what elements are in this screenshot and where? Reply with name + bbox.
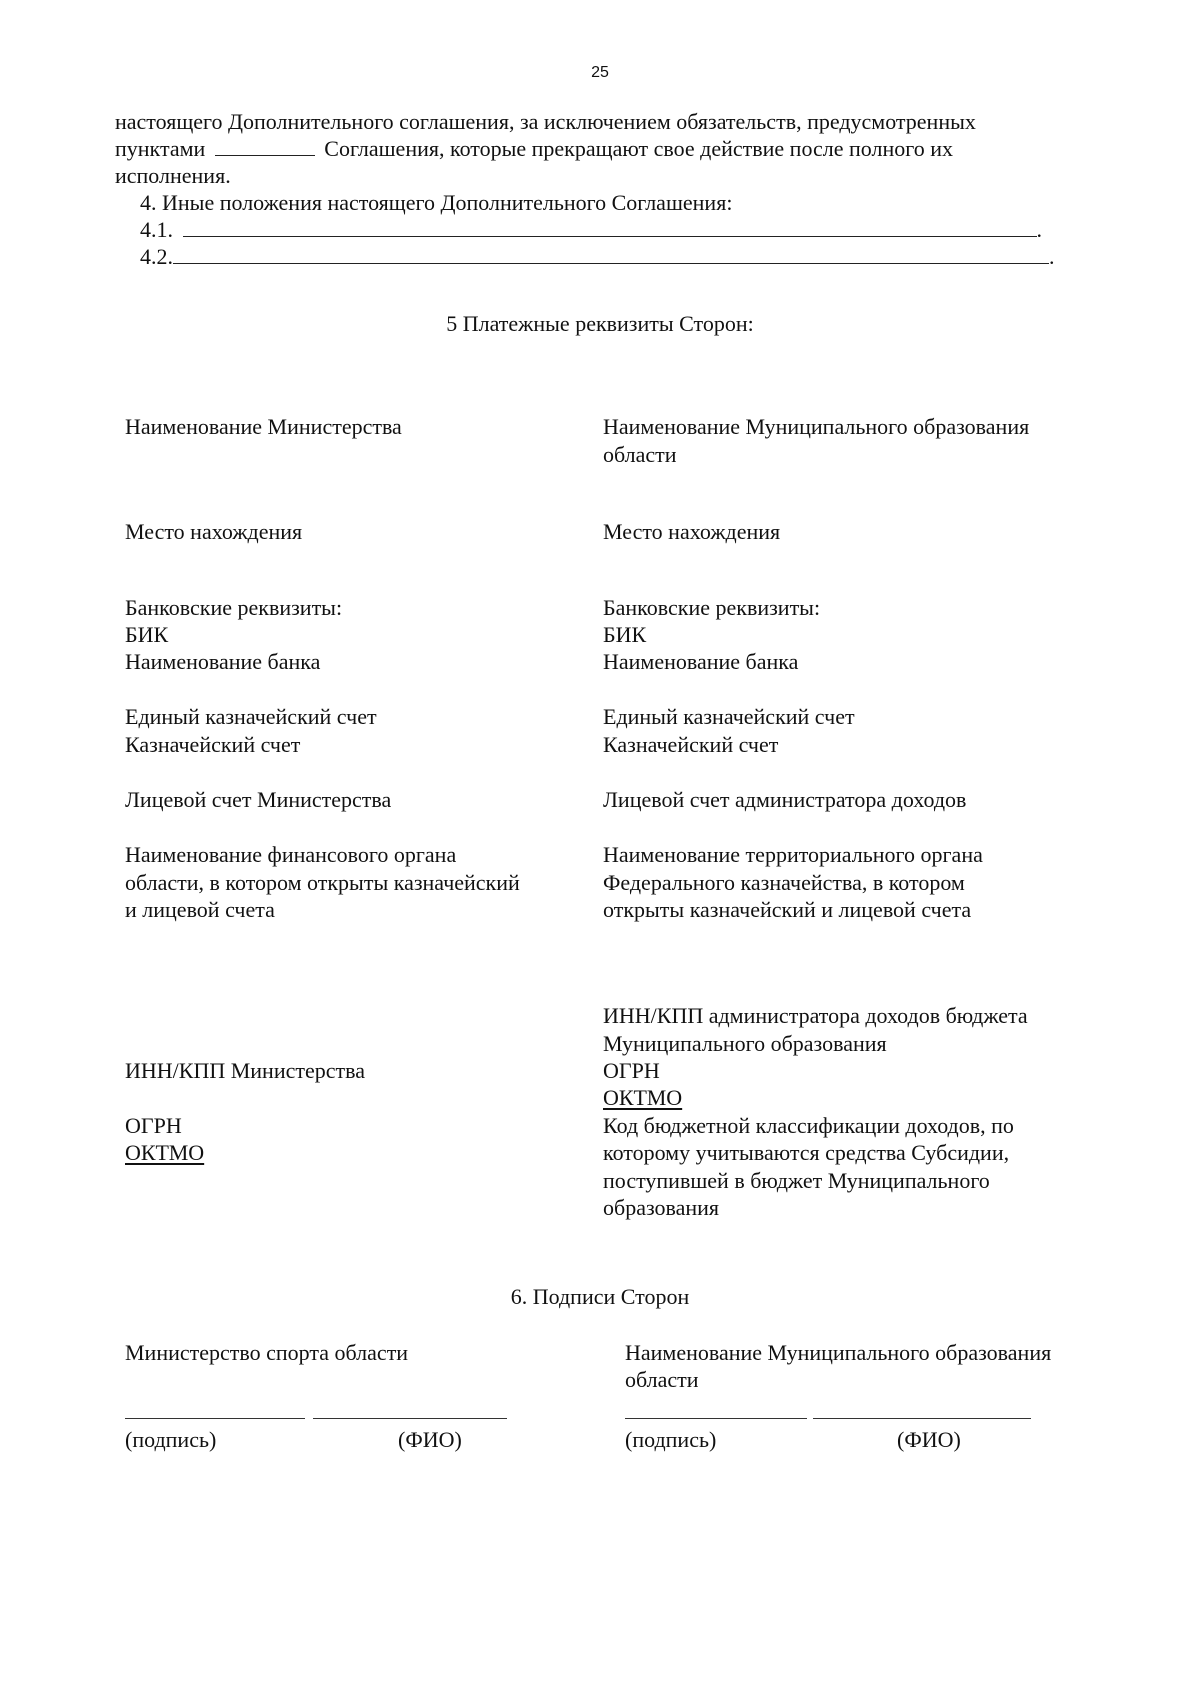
right-signatory-org-line-1: Наименование Муниципального образования — [625, 1340, 1052, 1365]
left-ministry-name: Наименование Министерства — [125, 414, 402, 439]
section-5-title: 5 Платежные реквизиты Сторон: — [446, 311, 754, 336]
right-terr-org-line-2: Федерального казначейства, в котором — [603, 870, 965, 895]
right-kbk-line-1: Код бюджетной классификации доходов, по — [603, 1113, 1014, 1138]
left-fio-label: (ФИО) — [398, 1427, 462, 1452]
left-location: Место нахождения — [125, 519, 303, 544]
item-4-1 — [140, 216, 1042, 244]
right-kbk-line-2: которому учитываются средства Субсидии, — [603, 1140, 1010, 1165]
right-ogrn: ОГРН — [603, 1058, 660, 1083]
right-fio-line — [813, 1418, 1031, 1419]
left-ogrn: ОГРН — [125, 1113, 182, 1138]
left-bank-name: Наименование банка — [125, 649, 321, 674]
left-signature-line — [125, 1418, 305, 1419]
intro-line-2-end: Соглашения, которые прекращают свое действие после полного их — [324, 136, 953, 161]
left-fin-org-line-1: Наименование финансового органа — [125, 842, 457, 867]
left-treasury-account: Казначейский счет — [125, 732, 301, 757]
left-bik: БИК — [125, 622, 169, 647]
right-single-treasury-account: Единый казначейский счет — [603, 704, 855, 729]
left-inn-kpp: ИНН/КПП Министерства — [125, 1058, 365, 1083]
right-signature-label: (подпись) — [625, 1427, 717, 1452]
intro-line-2-start: пунктами — [115, 136, 206, 161]
left-single-treasury-account: Единый казначейский счет — [125, 704, 377, 729]
item-4-2-dot: . — [1049, 244, 1055, 269]
left-fin-org-line-2: области, в котором открыты казначейский — [125, 870, 520, 895]
right-location: Место нахождения — [603, 519, 781, 544]
right-personal-account: Лицевой счет администратора доходов — [603, 787, 967, 812]
right-terr-org-line-1: Наименование территориального органа — [603, 842, 983, 867]
item-4-2-blank-line — [173, 243, 1049, 264]
right-bank-header: Банковские реквизиты: — [603, 595, 821, 620]
left-signatory-org: Министерство спорта области — [125, 1340, 409, 1365]
left-bank-header: Банковские реквизиты: — [125, 595, 343, 620]
right-kbk-line-3: поступившей в бюджет Муниципального — [603, 1168, 990, 1193]
section-6-title: 6. Подписи Сторон — [510, 1284, 690, 1309]
intro-line-3: исполнения. — [115, 163, 231, 188]
right-signatory-org-line-2: области — [625, 1367, 699, 1392]
page-number: 25 — [591, 64, 609, 81]
points-blank-line — [215, 135, 315, 156]
right-kbk-line-4: образования — [603, 1195, 720, 1220]
right-inn-kpp-line-2: Муниципального образования — [603, 1031, 887, 1056]
right-municipality-name-line-1: Наименование Муниципального образования — [603, 414, 1030, 439]
left-fin-org-line-3: и лицевой счета — [125, 897, 275, 922]
right-treasury-account: Казначейский счет — [603, 732, 779, 757]
clause-4: 4. Иные положения настоящего Дополнительного Соглашения: — [140, 190, 733, 215]
item-4-1-number: 4.1. — [140, 217, 173, 242]
item-4-2-number: 4.2. — [140, 244, 173, 269]
intro-line-1: настоящего Дополнительного соглашения, за исключением обязательств, предусмотренных — [115, 109, 976, 134]
right-inn-kpp-line-1: ИНН/КПП администратора доходов бюджета — [603, 1003, 1028, 1028]
right-bik: БИК — [603, 622, 647, 647]
right-fio-label: (ФИО) — [897, 1427, 961, 1452]
left-oktmo: ОКТМО — [125, 1140, 205, 1165]
left-signature-label: (подпись) — [125, 1427, 217, 1452]
left-personal-account: Лицевой счет Министерства — [125, 787, 392, 812]
right-signature-line — [625, 1418, 807, 1419]
right-municipality-name-line-2: области — [603, 442, 677, 467]
left-fio-line — [313, 1418, 507, 1419]
right-terr-org-line-3: открыты казначейский и лицевой счета — [603, 897, 972, 922]
intro-line-2 — [115, 135, 953, 163]
item-4-1-blank-line — [183, 216, 1037, 237]
item-4-2 — [140, 243, 1055, 271]
item-4-1-dot: . — [1036, 217, 1042, 242]
right-oktmo: ОКТМО — [603, 1085, 683, 1110]
right-bank-name: Наименование банка — [603, 649, 799, 674]
